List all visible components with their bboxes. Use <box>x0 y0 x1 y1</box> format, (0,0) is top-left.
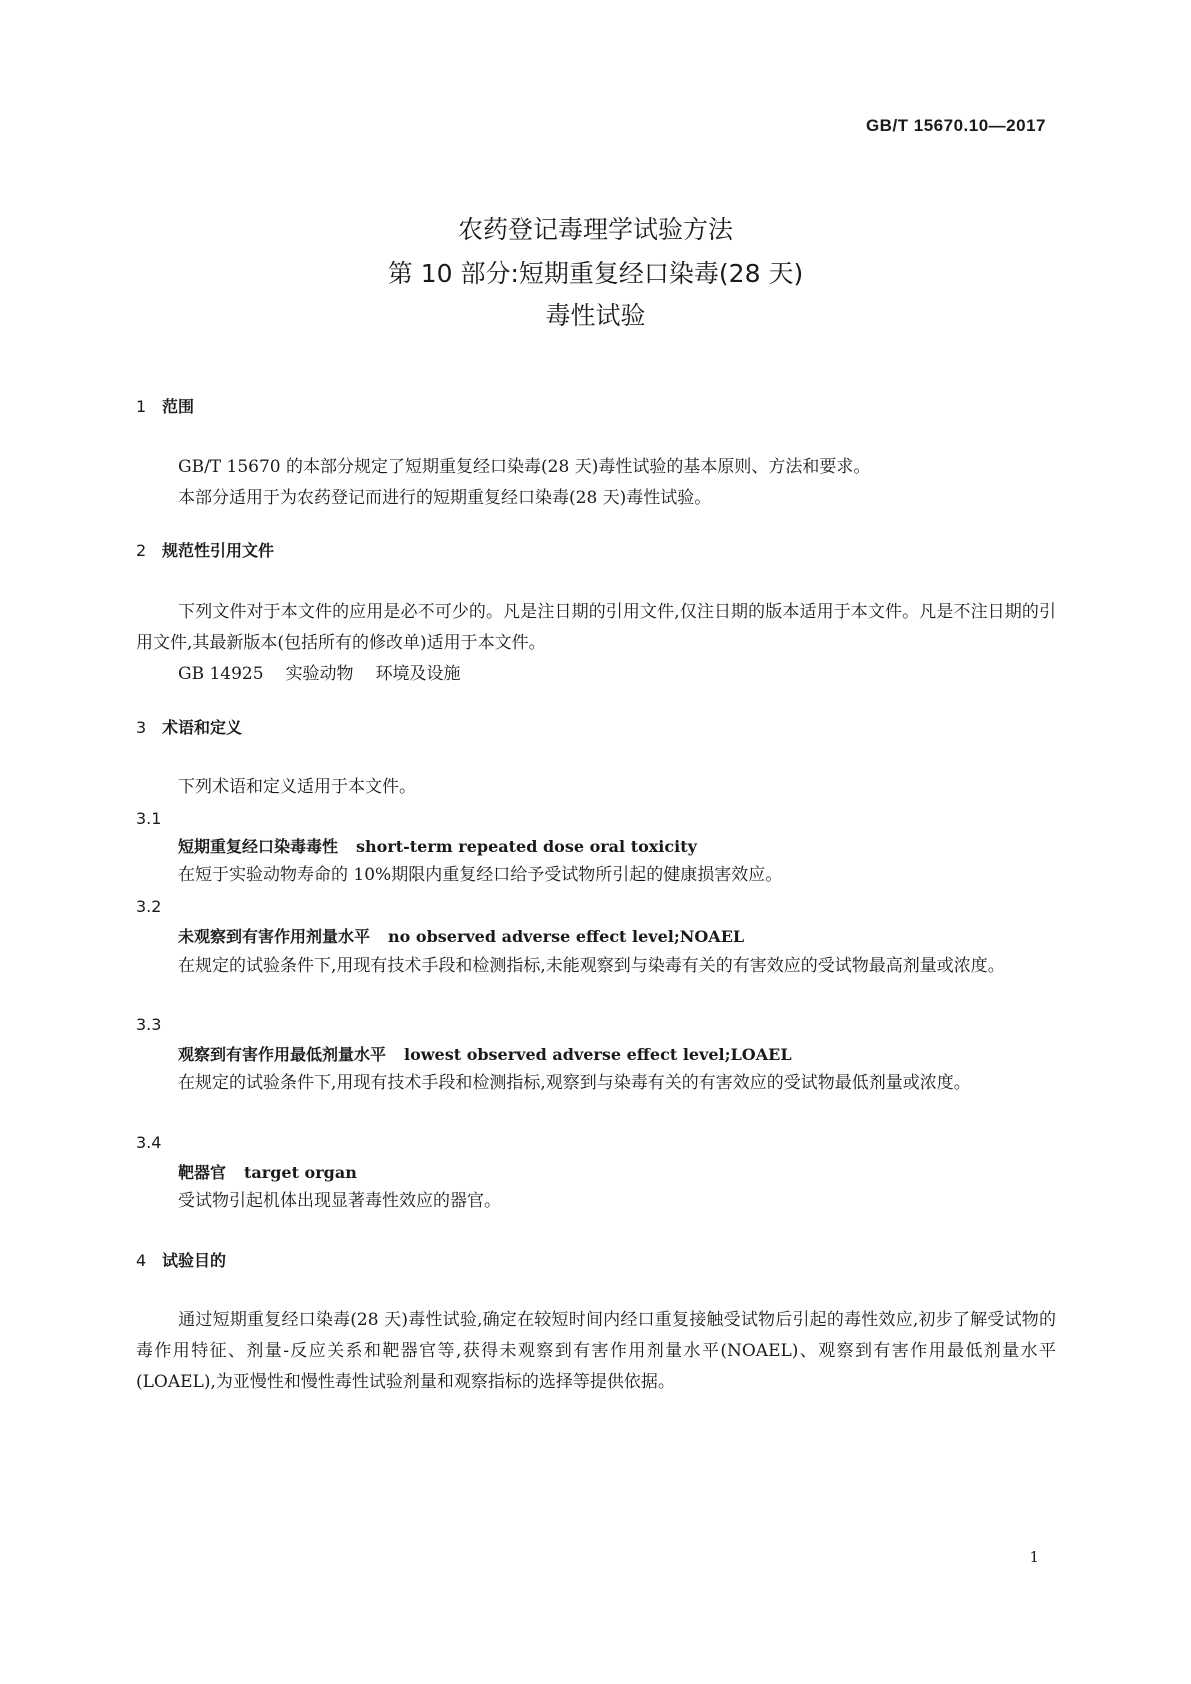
section-2-heading <box>136 540 274 562</box>
term-chinese: 观察到有害作用最低剂量水平 <box>178 1045 387 1064</box>
term-definition: 在短于实验动物寿命的 10%期限内重复经口给予受试物所引起的健康损害效应。 <box>178 865 783 885</box>
term-chinese: 靶器官 <box>178 1163 227 1182</box>
section-number: 2 <box>136 541 147 560</box>
term-english: target organ <box>244 1163 357 1182</box>
title-line-3: 毒性试验 <box>545 301 646 330</box>
section-3-heading <box>136 717 242 739</box>
reference-title-a: 实验动物 <box>285 664 354 684</box>
section-number: 3 <box>136 718 147 737</box>
term-heading <box>178 1044 792 1066</box>
term-english: lowest observed adverse effect level;LOAEL <box>404 1045 792 1064</box>
section-4-paragraph <box>136 1305 1056 1398</box>
term-number: 3.4 <box>136 1133 162 1152</box>
term-definition-text: 在规定的试验条件下,用现有技术手段和检测指标,未能观察到与染毒有关的有害效应的受试物最高剂量或浓度。 <box>178 956 1005 976</box>
normative-reference <box>178 659 461 690</box>
term-heading <box>178 1162 357 1184</box>
title-line-1: 农药登记毒理学试验方法 <box>457 215 733 244</box>
term-chinese: 未观察到有害作用剂量水平 <box>178 927 371 946</box>
term-definition <box>136 951 1056 982</box>
section-title: 范围 <box>162 397 195 416</box>
section-4-text: 通过短期重复经口染毒(28 天)毒性试验,确定在较短时间内经口重复接触受试物后引起的毒性效应,初步了解受试物的毒作用特征、剂量-反应关系和靶器官等,获得未观察到有害作用剂量水平(NOAEL)、观察到有害作用最低剂量水平(LOAEL),为亚慢性和慢性毒性试验剂量和观察指标的选择等提供依据。 <box>136 1310 1056 1392</box>
term-definition: 受试物引起机体出现显著毒性效应的器官。 <box>178 1191 501 1211</box>
title-line-2: 第 10 部分:短期重复经口染毒(28 天) <box>387 259 804 288</box>
section-4-heading <box>136 1250 226 1272</box>
section-1-heading <box>136 396 194 418</box>
reference-title-b: 环境及设施 <box>375 664 461 684</box>
section-title: 术语和定义 <box>162 718 243 737</box>
section-2-text: 下列文件对于本文件的应用是必不可少的。凡是注日期的引用文件,仅注日期的版本适用于本文件。凡是不注日期的引用文件,其最新版本(包括所有的修改单)适用于本文件。 <box>136 602 1056 653</box>
term-number: 3.3 <box>136 1015 162 1034</box>
section-1-paragraph-1: GB/T 15670 的本部分规定了短期重复经口染毒(28 天)毒性试验的基本原则、方法和要求。 <box>178 457 871 477</box>
section-title: 规范性引用文件 <box>162 541 275 560</box>
term-heading <box>178 836 697 858</box>
term-chinese: 短期重复经口染毒毒性 <box>178 837 339 856</box>
section-1-paragraph-2: 本部分适用于为农药登记而进行的短期重复经口染毒(28 天)毒性试验。 <box>178 488 712 508</box>
section-3-intro: 下列术语和定义适用于本文件。 <box>178 777 416 797</box>
page-number: 1 <box>1029 1548 1039 1566</box>
section-number: 1 <box>136 397 147 416</box>
term-number: 3.1 <box>136 809 162 828</box>
section-number: 4 <box>136 1251 147 1270</box>
reference-code: GB 14925 <box>178 664 264 684</box>
section-2-paragraph <box>136 597 1056 659</box>
standard-code: GB/T 15670.10—2017 <box>865 116 1046 135</box>
section-title: 试验目的 <box>162 1251 227 1270</box>
term-english: short-term repeated dose oral toxicity <box>356 837 697 856</box>
term-heading <box>178 926 744 948</box>
term-number: 3.2 <box>136 897 162 916</box>
term-english: no observed adverse effect level;NOAEL <box>388 927 745 946</box>
term-definition-text: 在规定的试验条件下,用现有技术手段和检测指标,观察到与染毒有关的有害效应的受试物最低剂量或浓度。 <box>178 1073 971 1093</box>
term-definition <box>136 1068 1056 1099</box>
